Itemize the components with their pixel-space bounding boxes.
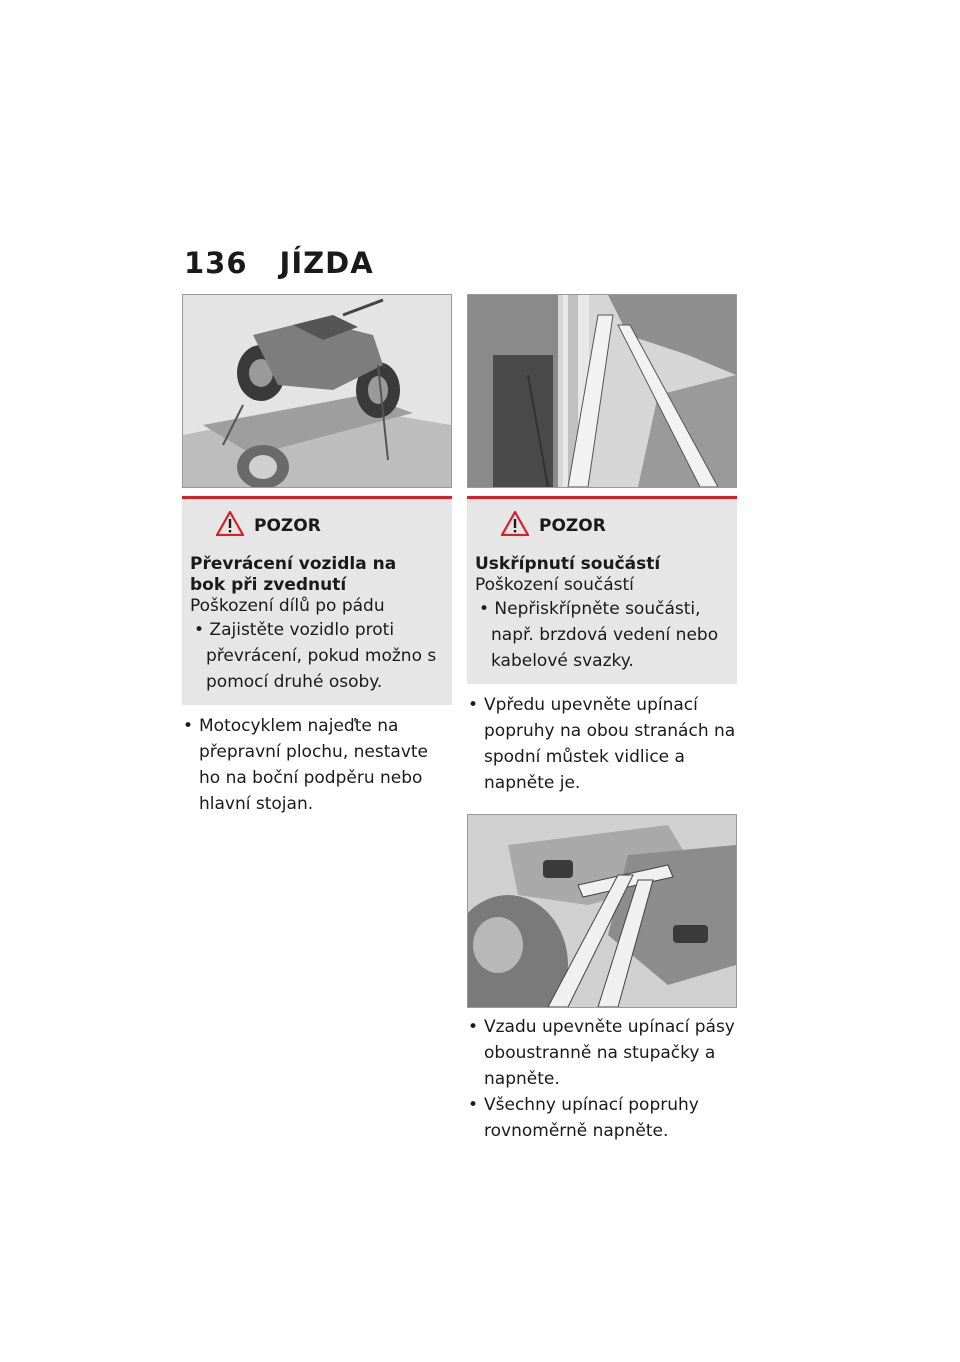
bullet-icon: • bbox=[183, 716, 194, 736]
warning-header bbox=[501, 511, 727, 540]
list-item bbox=[182, 713, 452, 817]
warning-triangle-icon bbox=[216, 511, 244, 540]
motorcycle-trailer-image bbox=[182, 294, 452, 488]
step-text: Motocyklem najeďte na přepravní plochu, nestavte ho na boční podpěru nebo hlavní stojan. bbox=[199, 716, 429, 814]
warning-bullet: • Nepřiskřípněte součásti, např. brzdová vedení nebo kabelové svazky. bbox=[479, 599, 719, 671]
warning-bullet: • Zajistěte vozidlo proti převrácení, pokud možno s pomocí druhé osoby. bbox=[194, 620, 437, 692]
bullet-icon: • bbox=[468, 695, 479, 715]
warning-box bbox=[182, 496, 452, 705]
page-header bbox=[184, 246, 374, 280]
step-text: Vpředu upevněte upínací popruhy na obou stranách na spodní můstek vidlice a napněte je. bbox=[484, 695, 736, 793]
warning-header bbox=[216, 511, 442, 540]
warning-label: POZOR bbox=[539, 515, 606, 536]
step-list bbox=[467, 692, 737, 796]
warning-box bbox=[467, 496, 737, 684]
warning-text: Poškození dílů po pádu bbox=[190, 596, 385, 616]
right-column bbox=[467, 294, 737, 1144]
list-item bbox=[467, 1092, 737, 1144]
warning-triangle-icon bbox=[501, 511, 529, 540]
list-item bbox=[467, 692, 737, 796]
bullet-icon: • bbox=[468, 1017, 479, 1037]
warning-title: Převrácení vozidla na bok při zvednutí bbox=[190, 554, 397, 595]
step-list bbox=[467, 1014, 737, 1144]
step-list bbox=[182, 713, 452, 817]
front-fork-strap-image bbox=[467, 294, 737, 488]
warning-label: POZOR bbox=[254, 515, 321, 536]
rear-footrest-strap-image bbox=[467, 814, 737, 1008]
list-item bbox=[467, 1014, 737, 1092]
step-text: Všechny upínací popruhy rovnoměrně napněte. bbox=[484, 1095, 699, 1141]
warning-title: Uskřípnutí součástí bbox=[475, 554, 661, 574]
chapter-title: JÍZDA bbox=[279, 246, 374, 280]
warning-text: Poškození součástí bbox=[475, 575, 634, 595]
page-number: 136 bbox=[184, 246, 248, 280]
step-text: Vzadu upevněte upínací pásy oboustranně na stupačky a napněte. bbox=[484, 1017, 735, 1089]
bullet-icon: • bbox=[468, 1095, 479, 1115]
left-column bbox=[182, 294, 452, 817]
